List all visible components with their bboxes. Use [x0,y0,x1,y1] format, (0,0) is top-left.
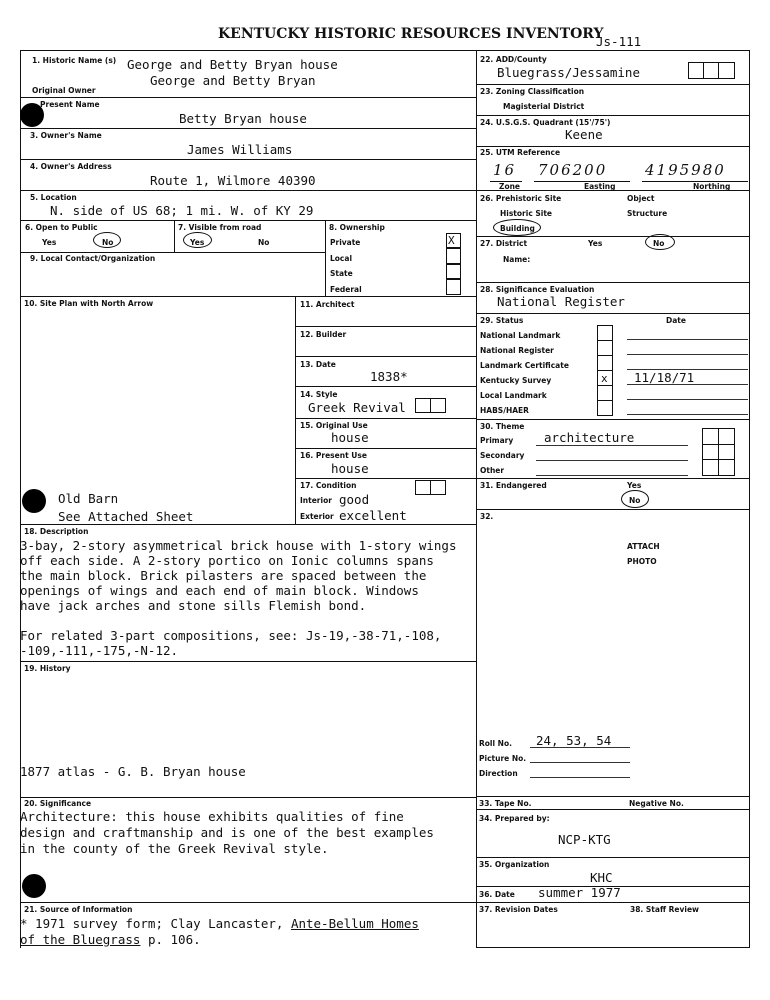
utm-zone-label: Zone [499,182,521,191]
utm-northing: 4195980 [645,161,726,179]
organization: KHC [590,870,613,885]
f31-label: 31. Endangered [480,481,547,490]
add-county: Bluegrass/Jessamine [497,65,640,80]
interior-condition: good [339,492,370,507]
f8-local: Local [330,254,353,263]
f30-other-label: Other [480,466,505,475]
f37-label: 37. Revision Dates [479,905,558,914]
f24-label: 24. U.S.G.S. Quadrant (15'/75') [480,118,611,127]
f3-label: 3. Owner's Name [30,131,102,140]
f27-yes: Yes [588,239,603,248]
exterior-condition: excellent [339,508,407,523]
f2-label: Present Name [40,100,100,109]
f4-label: 4. Owner's Address [30,162,112,171]
description-line-5: have jack arches and stone sills Flemish bond. [20,598,367,613]
f8-label: 8. Ownership [329,223,385,232]
f21-label: 21. Source of Information [24,905,133,914]
f23-magisterial: Magisterial District [503,102,585,111]
negative-label: Negative No. [629,799,684,808]
f26-label: 26. Prehistoric Site [480,194,562,203]
f15-label: 15. Original Use [300,421,368,430]
f6-no: No [102,238,114,247]
f22-code-box[interactable] [688,62,735,79]
f34-label: 34. Prepared by: [479,814,550,823]
kentucky-survey-date: 11/18/71 [634,370,695,385]
f20-label: 20. Significance [24,799,92,808]
status-habs-haer: HABS/HAER [480,406,529,415]
f19-label: 19. History [24,664,71,673]
f5-label: 5. Location [30,193,77,202]
f27-name-label: Name: [503,255,531,264]
utm-zone: 16 [493,161,517,179]
historic-name: George and Betty Bryan house [127,57,338,72]
owner-address: Route 1, Wilmore 40390 [150,173,316,188]
f26-object: Object [627,194,655,203]
f31-yes: Yes [627,481,642,490]
f8-state-box[interactable] [446,264,461,279]
picture-label: Picture No. [479,754,527,763]
f8-private: Private [330,238,361,247]
f14-code-box[interactable] [415,398,446,413]
punch-hole-middle [22,489,46,513]
roll-numbers: 24, 53, 54 [536,733,612,748]
f8-local-box[interactable] [446,248,461,264]
style-value: Greek Revival [308,400,406,415]
f30-primary-label: Primary [480,436,514,445]
status-local-landmark: Local Landmark [480,391,547,400]
f7-label: 7. Visible from road [178,223,262,232]
prepared-date: summer 1977 [538,885,621,900]
direction-label: Direction [479,769,518,778]
f8-state: State [330,269,353,278]
f14-label: 14. Style [300,390,338,399]
f27-no-circle [645,234,675,250]
f13-label: 13. Date [300,360,336,369]
utm-northing-label: Northing [693,182,731,191]
f16-label: 16. Present Use [300,451,367,460]
f25-label: 25. UTM Reference [480,148,561,157]
description-related-2: -109,-111,-175,-N-12. [20,643,179,658]
f30-label: 30. Theme [480,422,525,431]
f7-no: No [258,238,270,247]
theme-primary: architecture [544,430,635,445]
original-owner-label: Original Owner [32,86,96,95]
attach-photo-line2: PHOTO [627,557,657,566]
f12-label: 12. Builder [300,330,347,339]
f8-federal: Federal [330,285,362,294]
significance-line-3: in the county of the Greek Revival style. [20,841,329,856]
f26-building-circle [493,219,541,236]
f8-federal-box[interactable] [446,279,461,295]
prepared-by: NCP-KTG [558,832,611,847]
attach-photo-line1: ATTACH [627,542,660,551]
f28-label: 28. Significance Evaluation [480,285,595,294]
construction-date: 1838* [370,369,408,384]
f23-label: 23. Zoning Classification [480,87,585,96]
site-plan-note-attached: See Attached Sheet [58,509,194,524]
f38-label: 38. Staff Review [630,905,699,914]
status-national-register: National Register [480,346,554,355]
owner-name: James Williams [187,142,293,157]
original-use: house [331,430,369,445]
utm-easting: 706200 [538,161,608,179]
site-plan-note-barn: Old Barn [58,491,119,506]
status-landmark-certificate: Landmark Certificate [480,361,569,370]
original-owner: George and Betty Bryan [150,73,316,88]
f7-yes-circle [183,232,212,248]
f17-label: 17. Condition [300,481,357,490]
f10-label: 10. Site Plan with North Arrow [24,299,154,308]
f33-label: 33. Tape No. [479,799,532,808]
f6-yes: Yes [42,238,57,247]
f8-private-mark: X [448,234,455,247]
significance-evaluation: National Register [497,294,625,309]
f26-structure: Structure [627,209,668,218]
f27-label: 27. District [480,239,528,248]
f17-interior-label: Interior [300,496,332,505]
f7-yes: Yes [190,238,205,247]
description-line-2: off each side. A 2-story portico on Ionic columns spans [20,553,434,568]
f30-secondary-label: Secondary [480,451,525,460]
status-national-landmark: National Landmark [480,331,561,340]
f36-label: 36. Date [479,890,515,899]
f27-no: No [653,239,665,248]
site-number: Js-111 [596,34,642,49]
f35-label: 35. Organization [479,860,550,869]
form-title: KENTUCKY HISTORIC RESOURCES INVENTORY [218,26,604,42]
f29-date-label: Date [666,316,686,325]
location: N. side of US 68; 1 mi. W. of KY 29 [50,203,314,218]
source-line-1: * 1971 survey form; Clay Lancaster, Ante-Bellum Homes [20,916,419,931]
punch-hole-bottom [22,874,46,898]
f31-no-circle [621,490,649,508]
status-checkbox-column[interactable] [597,325,613,416]
present-use: house [331,461,369,476]
f26-historic-site: Historic Site [500,209,553,218]
significance-line-1: Architecture: this house exhibits qualities of fine [20,809,404,824]
present-name: Betty Bryan house [179,111,307,126]
utm-easting-label: Easting [584,182,616,191]
description-line-1: 3-bay, 2-story asymmetrical brick house with 1-story wings [20,538,457,553]
f9-label: 9. Local Contact/Organization [30,254,156,263]
roll-label: Roll No. [479,739,512,748]
f1-label: 1. Historic Name (s) [32,56,117,65]
f29-label: 29. Status [480,316,524,325]
theme-code-boxes[interactable] [702,428,735,476]
significance-line-2: design and craftmanship and is one of the best examples [20,825,434,840]
f32-label: 32. [480,512,494,521]
description-line-4: openings of wings and each end of main block. Windows [20,583,419,598]
usgs-quadrant: Keene [565,127,603,142]
f26-building: Building [500,224,535,233]
source-line-2: of the Bluegrass p. 106. [20,932,201,947]
f11-label: 11. Architect [300,300,355,309]
f17-code-box[interactable] [415,480,446,495]
kentucky-survey-mark: x [601,372,608,385]
status-kentucky-survey: Kentucky Survey [480,376,552,385]
f18-label: 18. Description [24,527,89,536]
f6-label: 6. Open to Public [25,223,98,232]
description-line-3: the main block. Brick pilasters are spaced between the [20,568,427,583]
description-related-1: For related 3-part compositions, see: Js-19,-38-71,-108, [20,628,442,643]
f6-no-circle [93,232,121,248]
f22-label: 22. ADD/County [480,55,547,64]
f17-exterior-label: Exterior [300,512,334,521]
history-value: 1877 atlas - G. B. Bryan house [20,764,246,779]
f31-no: No [629,496,641,505]
